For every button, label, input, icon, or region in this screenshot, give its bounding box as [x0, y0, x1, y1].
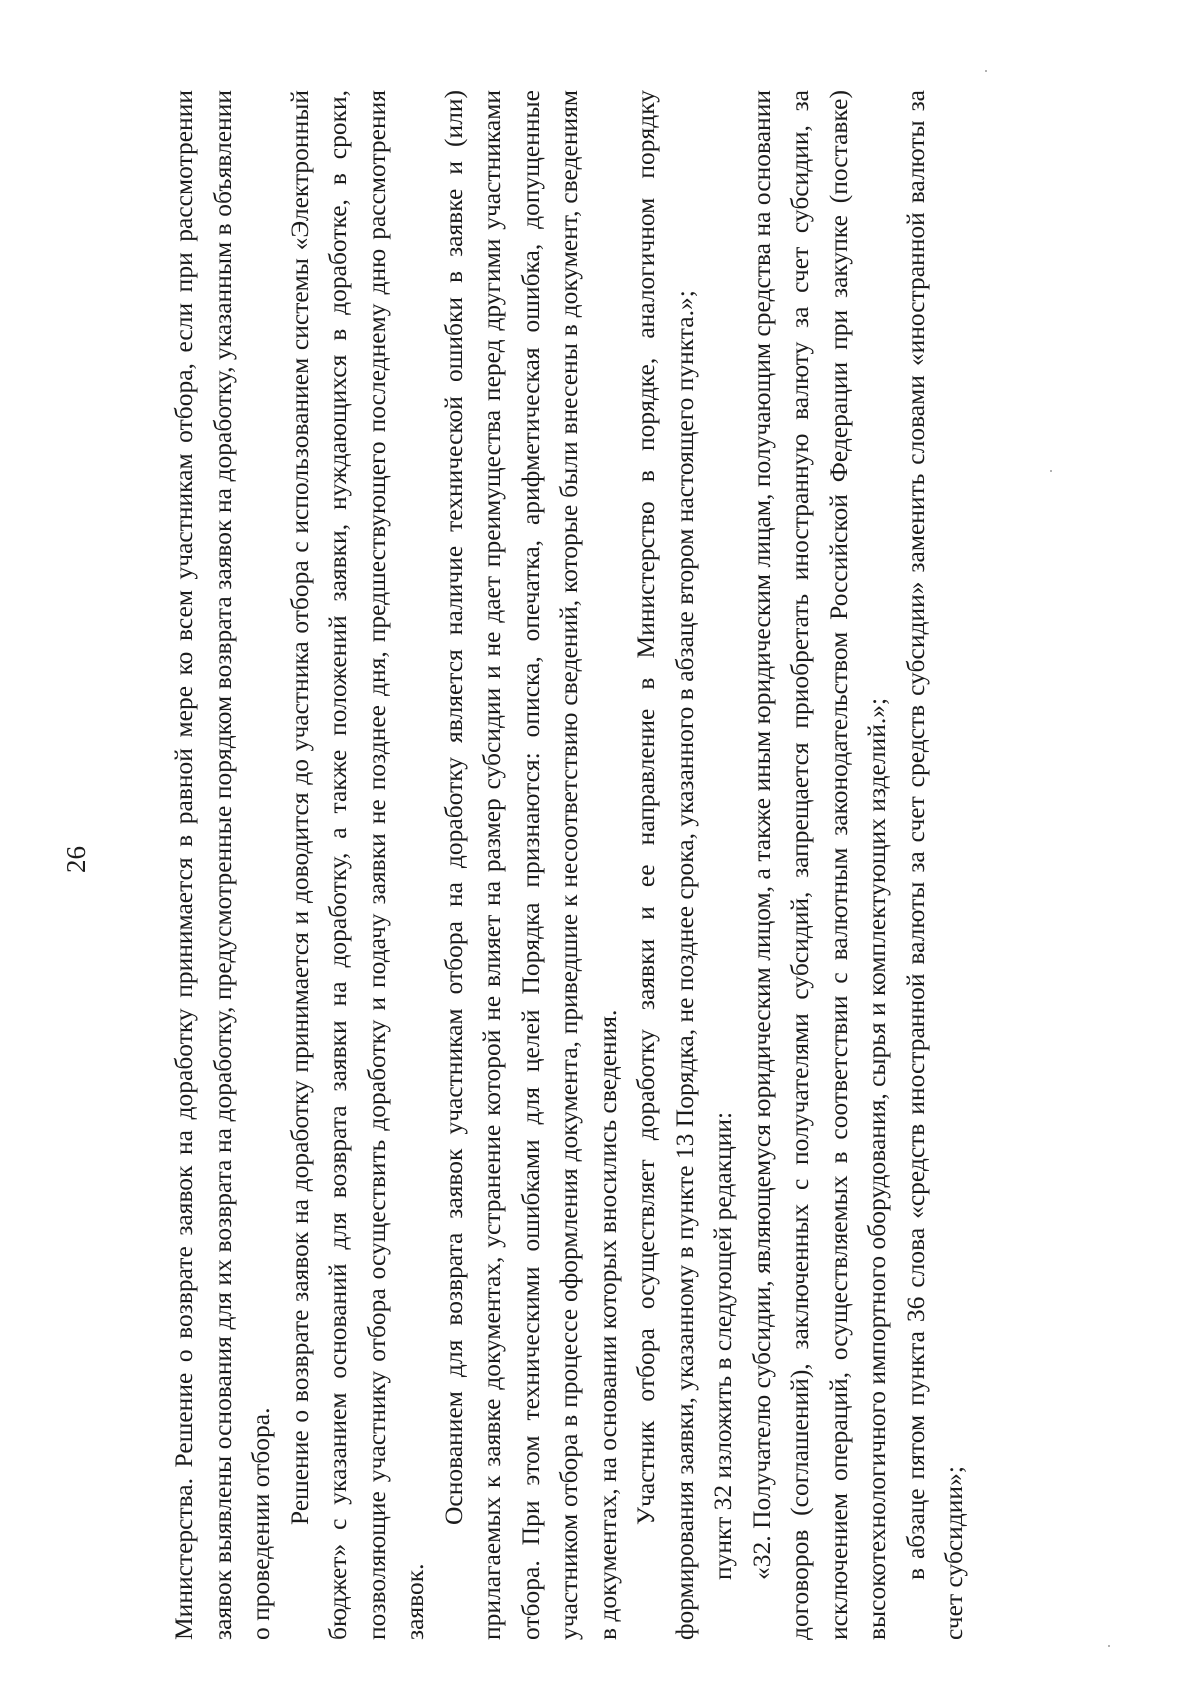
paragraph-4: Участник отбора осуществляет доработку заявки и ее направление в Министерство в порядке, аналогичном порядку формирования заявки, указанному в пункте 13 Порядка, не позднее срока, указанного в абзаце втором настоящего пункта.»;: [631, 90, 699, 1640]
document-body: [165, 90, 974, 1640]
scan-speck: [1108, 1645, 1110, 1647]
paragraph-7: в абзаце пятом пункта 36 слова «средств иностранной валюты за счет средств субсидии» заменить словами «иностранной валюты за счет субсидии»;: [900, 90, 968, 1640]
paragraph-2: Решение о возврате заявок на доработку принимается и доводится до участника отбора с использованием системы «Электронный бюджет» с указанием оснований для возврата заявки на доработку, а также положений заявки, нуждающихся в доработке, в сроки, позволяющие участнику отбора осуществить доработку и подачу заявки не позднее дня, предшествующего последнему дню рассмотрения заявок.: [284, 90, 429, 1640]
paragraph-3: Основанием для возврата заявок участникам отбора на доработку является наличие технической ошибки в заявке и (или) прилагаемых к заявке документах, устранение которой не влияет на размер субсидии и не дает преимущества перед другими участниками отбора. При этом техническими ошибками для целей Порядка признаются: описка, опечатка, арифметическая ошибка, допущенные участником отбора в процессе оформления документа, приведшие к несоответствию сведений, которые были внесены в документ, сведениям в документах, на основании которых вносились сведения.: [438, 90, 622, 1640]
paragraph-5: пункт 32 изложить в следующей редакции:: [708, 1111, 737, 1580]
page-number: 26: [61, 846, 91, 873]
scan-speck: [985, 70, 987, 72]
paragraph-1: Министерства. Решение о возврате заявок на доработку принимается в равной мере ко всем участникам отбора, если при рассмотрении заявок выявлены основания для их возврата на доработку, предусмотренные порядком возврата заявок на доработку, указанным в объявлении о проведении отбора.: [169, 90, 275, 1640]
scan-speck: [1050, 470, 1052, 472]
paragraph-6: «32. Получателю субсидии, являющемуся юридическим лицом, а также иным юридическим лицам, получающим средства на основании договоров (соглашений), заключенных с получателями субсидий, запрещается приобретать иностранную валюту за счет субсидии, за исключением операций, осуществляемых в соответствии с валютным законодательством Российской Федерации при закупке (поставке) высокотехнологичного импортного оборудования, сырья и комплектующих изделий.»;: [746, 90, 891, 1640]
